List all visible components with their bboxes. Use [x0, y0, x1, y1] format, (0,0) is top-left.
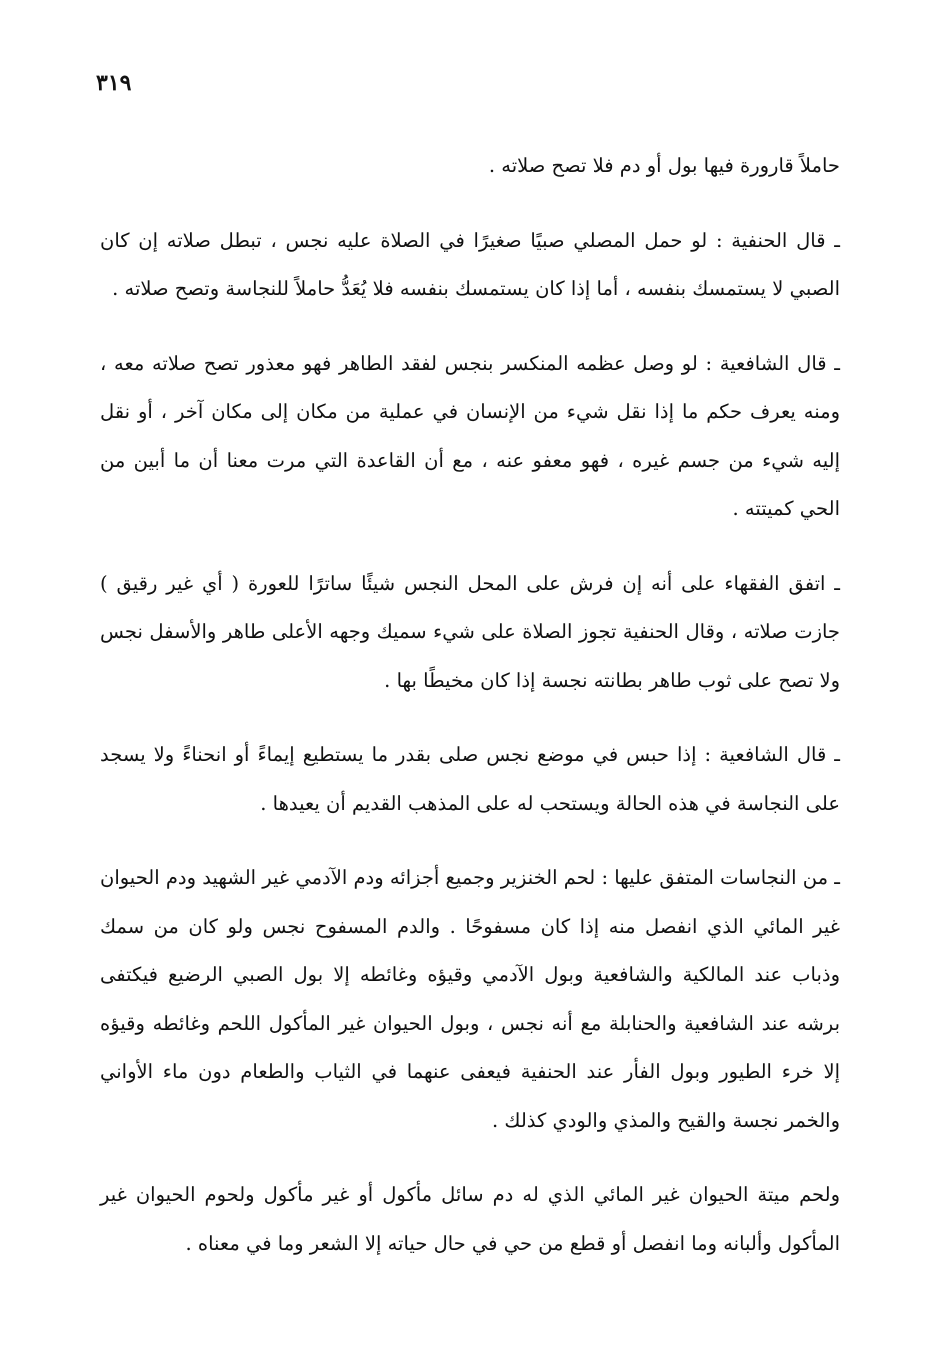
paragraph-dead-animal-meat: ولحم ميتة الحيوان غير المائي الذي له دم سائل مأكول أو غير مأكول ولحوم الحيوان غير المأكول وألبانه وما انفصل أو قطع من حي في حال حياته إلا الشعر وما في معناه . [100, 1183, 840, 1255]
page-number: ٣١٩ [96, 70, 132, 96]
paragraph-hanafi-carrying-child: ـ قال الحنفية : لو حمل المصلي صبيًا صغيرًا في الصلاة عليه نجس ، تبطل صلاته إن كان الصبي لا يستمسك بنفسه ، أما إذا كان يستمسك بنفسه فلا يُعَدُّ حاملاً للنجاسة وتصح صلاته . [100, 228, 840, 300]
paragraph-agreed-impurities: ـ من النجاسات المتفق عليها : لحم الخنزير وجميع أجزائه ودم الآدمي غير الشهيد ودم الحيوان غير المائي الذي انفصل منه إذا كان مسفوحًا . والدم المسفوح نجس ولو كان من سمك وذباب عند المالكية والشافعية وبول الآدمي وقيؤه وغائطه إلا بول الصبي الرضيع فيكتفى برشه عند الشافعية والحنابلة مع أنه نجس ، وبول الحيوان غير المأكول اللحم وغائطه وقيؤه إلا خرء الطيور وبول الفأر عند الحنفية فيعفى عنهما في الثياب والطعام دون ماء الأواني والخمر نجسة والقيح والمذي والودي كذلك . [100, 866, 840, 1132]
page-body [100, 142, 840, 1294]
paragraph-shafii-broken-bone: ـ قال الشافعية : لو وصل عظمه المنكسر بنجس لفقد الطاهر فهو معذور تصح صلاته معه ، ومنه يعرف حكم ما إذا نقل شيء من الإنسان في عملية من مكان إلى مكان آخر ، أو نقل إليه شيء من جسم غيره ، فهو معفو عنه ، مع أن القاعدة التي مرت معنا أن ما أبين من الحي كميتته . [100, 351, 840, 520]
paragraph-covering-impure-place: ـ اتفق الفقهاء على أنه إن فرش على المحل النجس شيئًا ساترًا للعورة ( أي غير رقيق ) جازت صلاته ، وقال الحنفية تجوز الصلاة على شيء سميك وجهه الأعلى طاهر والأسفل نجس ولا تصح على ثوب طاهر بطانته نجسة إذا كان مخيطًا بها . [100, 571, 840, 692]
paragraph-shafii-confined: ـ قال الشافعية : إذا حبس في موضع نجس صلى بقدر ما يستطيع إيماءً أو انحناءً ولا يسجد على النجاسة في هذه الحالة ويستحب له على المذهب القديم أن يعيدها . [100, 743, 840, 815]
paragraph-carryover: حاملاً قارورة فيها بول أو دم فلا تصح صلاته . [488, 154, 840, 177]
